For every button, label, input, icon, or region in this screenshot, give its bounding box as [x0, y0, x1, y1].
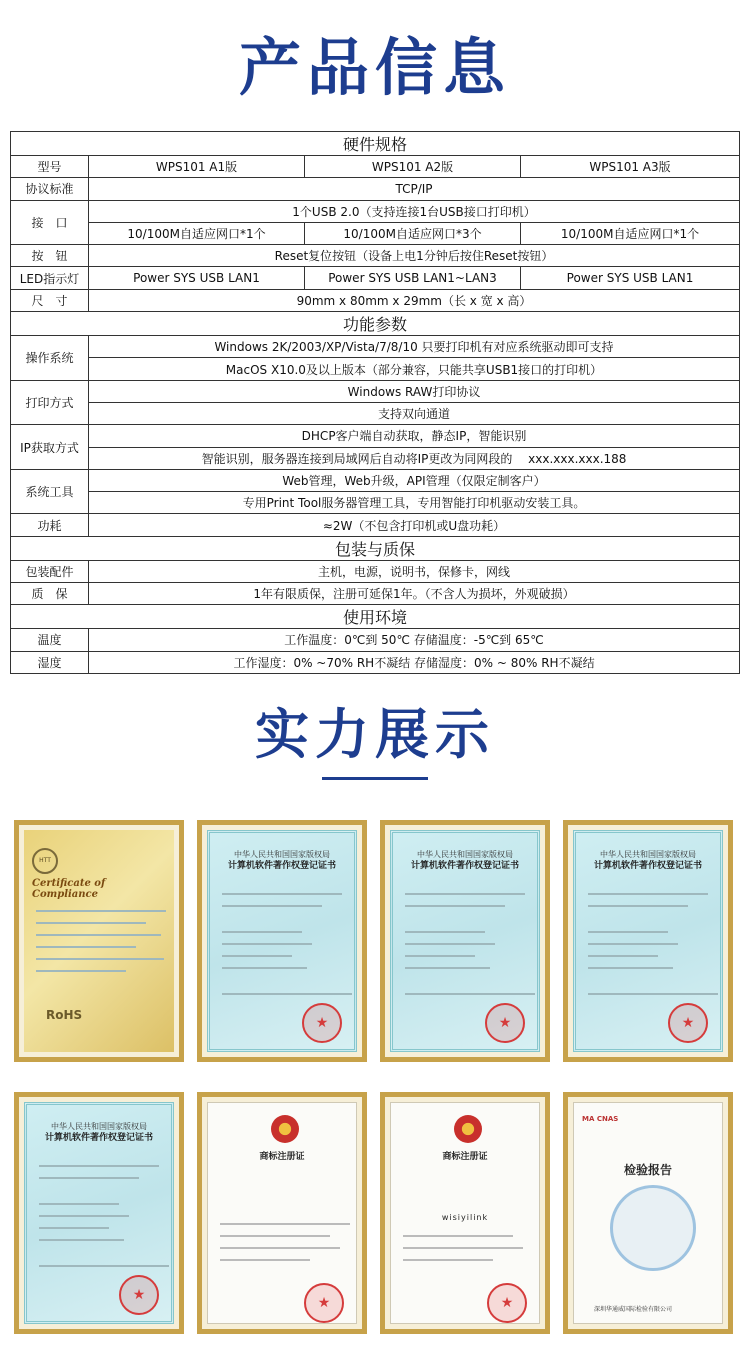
port-a1: 10/100M自适应网口*1个	[89, 222, 305, 244]
row-label-pack: 包装配件	[11, 560, 89, 582]
certificate-software-3	[563, 820, 733, 1062]
cert-title: 计算机软件著作权登记证书	[410, 861, 519, 871]
red-seal-icon	[119, 1275, 159, 1315]
red-seal-icon	[487, 1283, 527, 1323]
national-emblem-icon	[271, 1115, 299, 1143]
section-hardware: 硬件规格	[11, 132, 740, 156]
model-a2: WPS101 A2版	[305, 156, 521, 178]
cert-header: 中华人民共和国国家版权局	[417, 850, 513, 859]
report-logos: MA CNAS	[582, 1115, 619, 1123]
certificate-software-4	[14, 1092, 184, 1334]
section-function: 功能参数	[11, 312, 740, 336]
certificate-trademark-1	[197, 1092, 367, 1334]
certificate-software-1	[197, 820, 367, 1062]
warranty-value: 1年有限质保，注册可延保1年。（不含人为损坏，外观破损）	[89, 583, 740, 605]
tools-value-2: 专用Print Tool服务器管理工具，专用智能打印机驱动安装工具。	[89, 492, 740, 514]
red-seal-icon	[302, 1003, 342, 1043]
led-a2: Power SYS USB LAN1~LAN3	[305, 267, 521, 289]
row-label-led: LED指示灯	[11, 267, 89, 289]
row-label-model: 型号	[11, 156, 89, 178]
red-seal-icon	[668, 1003, 708, 1043]
row-label-port: 接 口	[11, 200, 89, 245]
port-a3: 10/100M自适应网口*1个	[521, 222, 740, 244]
cert-title: 计算机软件著作权登记证书	[44, 1133, 153, 1143]
row-label-humidity: 湿度	[11, 651, 89, 673]
os-value-1: Windows 2K/2003/XP/Vista/7/8/10 只要打印机有对应系统驱动即可支持	[89, 336, 740, 358]
model-a1: WPS101 A1版	[89, 156, 305, 178]
section-package: 包装与质保	[11, 536, 740, 560]
row-label-power: 功耗	[11, 514, 89, 536]
certificate-software-2	[380, 820, 550, 1062]
htt-logo: HTT	[32, 848, 58, 874]
cert-title: 计算机软件著作权登记证书	[593, 861, 702, 871]
ip-value-1: DHCP客户端自动获取，静态IP，智能识别	[89, 425, 740, 447]
certificate-rohs	[14, 820, 184, 1062]
coc-title: Certificate of Compliance	[32, 878, 106, 900]
row-label-size: 尺 寸	[11, 289, 89, 311]
protocol-value: TCP/IP	[89, 178, 740, 200]
port-a2: 10/100M自适应网口*3个	[305, 222, 521, 244]
led-a1: Power SYS USB LAN1	[89, 267, 305, 289]
national-emblem-icon	[454, 1115, 482, 1143]
trademark-title: 商标注册证	[259, 1152, 305, 1162]
row-label-tools: 系统工具	[11, 469, 89, 514]
rohs-logo: RoHS	[46, 1008, 83, 1022]
report-title: 检验报告	[623, 1163, 672, 1177]
report-footer: 深圳华通威国际检验有限公司	[594, 1306, 673, 1313]
temp-value: 工作温度：0℃到 50℃ 存储温度：-5℃到 65℃	[89, 629, 740, 651]
row-label-print: 打印方式	[11, 380, 89, 425]
row-label-os: 操作系统	[11, 336, 89, 381]
row-label-button: 按 钮	[11, 245, 89, 267]
product-info-title: 产品信息	[238, 31, 511, 104]
spec-table	[10, 131, 740, 674]
model-a3: WPS101 A3版	[521, 156, 740, 178]
cert-header: 中华人民共和国国家版权局	[600, 850, 696, 859]
cert-title: 计算机软件著作权登记证书	[227, 861, 336, 871]
red-seal-icon	[304, 1283, 344, 1323]
ctc-logo-icon	[610, 1185, 696, 1271]
usb-value: 1个USB 2.0（支持连接1台USB接口打印机）	[89, 200, 740, 222]
cert-header: 中华人民共和国国家版权局	[234, 850, 330, 859]
trademark-title: 商标注册证	[442, 1152, 488, 1162]
led-a3: Power SYS USB LAN1	[521, 267, 740, 289]
inspection-report	[563, 1092, 733, 1334]
row-label-warranty: 质 保	[11, 583, 89, 605]
power-value: ≈2W（不包含打印机或U盘功耗）	[89, 514, 740, 536]
tools-value-1: Web管理，Web升级，API管理（仅限定制客户）	[89, 469, 740, 491]
button-value: Reset复位按钮（设备上电1分钟后按住Reset按钮）	[89, 245, 740, 267]
brand-name: wisiyilink	[441, 1213, 489, 1222]
strength-title: 实力展示	[255, 703, 495, 766]
red-seal-icon	[485, 1003, 525, 1043]
row-label-ip: IP获取方式	[11, 425, 89, 470]
os-value-2: MacOS X10.0及以上版本（部分兼容，只能共享USB1接口的打印机）	[89, 358, 740, 380]
size-value: 90mm x 80mm x 29mm（长 x 宽 x 高）	[89, 289, 740, 311]
cert-header: 中华人民共和国国家版权局	[51, 1122, 147, 1131]
print-value-1: Windows RAW打印协议	[89, 380, 740, 402]
print-value-2: 支持双向通道	[89, 402, 740, 424]
ip-value-2: 智能识别，服务器连接到局域网后自动将IP更改为同网段的 xxx.xxx.xxx.188	[89, 447, 740, 469]
title-underline	[322, 777, 428, 780]
row-label-protocol: 协议标准	[11, 178, 89, 200]
humidity-value: 工作湿度：0% ~70% RH不凝结 存储湿度：0% ~ 80% RH不凝结	[89, 651, 740, 673]
section-environment: 使用环境	[11, 605, 740, 629]
pack-value: 主机，电源，说明书，保修卡，网线	[89, 560, 740, 582]
row-label-temp: 温度	[11, 629, 89, 651]
certificate-trademark-2	[380, 1092, 550, 1334]
